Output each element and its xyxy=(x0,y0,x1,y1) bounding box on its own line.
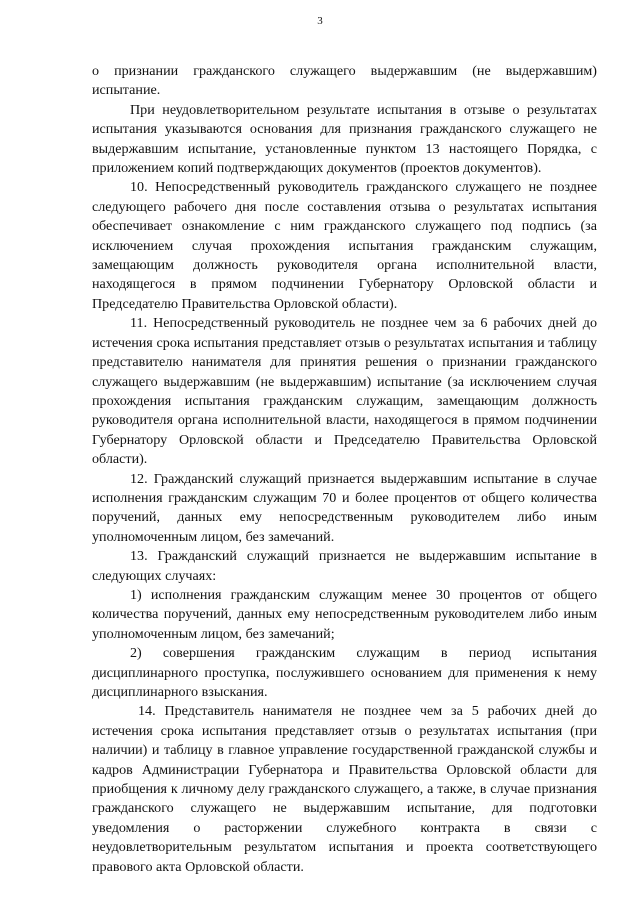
paragraph-item-12: 12. Гражданский служащий признается выдержавшим испытание в случае исполнения гражданским служащим 70 и более процентов от общего количества поручений, данных ему непосредственным руководителем либо иным уполномоченным лицом, без замечаний. xyxy=(92,470,597,545)
paragraph-item-13-case-2: 2) совершения гражданским служащим в период испытания дисциплинарного проступка, послужившего основанием для применения к нему дисциплинарного взыскания. xyxy=(92,645,597,700)
paragraph-item-13-case-1: 1) исполнения гражданским служащим менее 30 процентов от общего количества поручений, данных ему непосредственным руководителем либо иным уполномоченным лицом, без замечаний; xyxy=(92,586,597,642)
paragraph-continuation: о признании гражданского служащего выдержавшим (не выдержавшим) испытание. xyxy=(92,63,597,99)
paragraph-item-13: 13. Гражданский служащий признается не выдержавшим испытание в следующих случаях: xyxy=(92,548,597,584)
paragraph-item-11: 11. Непосредственный руководитель не позднее чем за 6 рабочих дней до истечения срока испытания представляет отзыв о результатах испытания и таблицу представителю нанимателя для принятия решения о признании гражданского служащего выдержавшим (не выдержавшим) испытание (за исключением случая прохождения испытания гражданским служащим, замещающим должность руководителя органа исполнительной власти, находящегося в прямом подчинении Губернатору Орловской области и Председателю Правительства Орловской области). xyxy=(92,315,597,468)
document-body xyxy=(92,62,597,877)
paragraph-item-10: 10. Непосредственный руководитель гражданского служащего не позднее следующего рабочего дня после составления отзыва о результатах испытания обеспечивает ознакомление с ним гражданского служащего под подпись (за исключением случая прохождения испытания гражданским служащим, замещающим должность руководителя органа исполнительной власти, находящегося в прямом подчинении Губернатору Орловской области и Председателю Правительства Орловской области). xyxy=(92,179,597,312)
page-number: 3 xyxy=(317,15,323,27)
paragraph-item-14: 14. Представитель нанимателя не позднее чем за 5 рабочих дней до истечения срока испытания представляет отзыв о результатах испытания (при наличии) и таблицу в главное управление государственной гражданской службы и кадров Администрации Губернатора и Правительства Орловской области для приобщения к личному делу гражданского служащего, а также, в случае признания гражданского служащего не выдержавшим испытание, для подготовки уведомления о расторжении служебного контракта в связи с неудовлетворительным результатом испытания и проекта соответствующего правового акта Орловской области. xyxy=(92,703,597,875)
paragraph-unsatisfactory-result: При неудовлетворительном результате испытания в отзыве о результатах испытания указываются основания для признания гражданского служащего не выдержавшим испытание, установленные пунктом 13 настоящего Порядка, с приложением копий подтверждающих документов (проектов документов). xyxy=(92,101,597,177)
